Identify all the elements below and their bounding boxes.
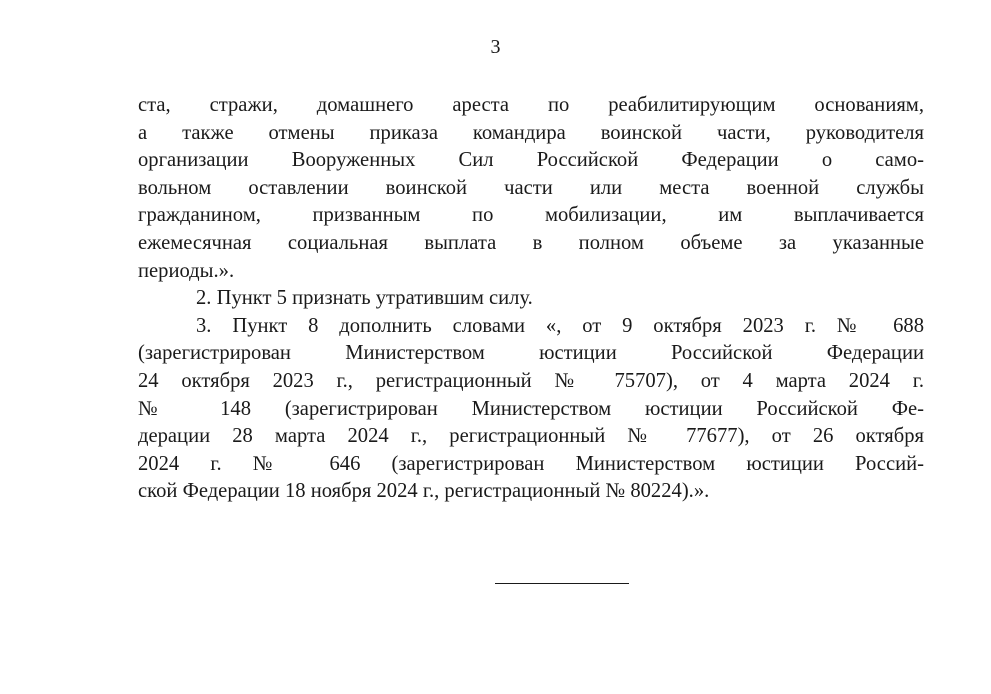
text-line: 3. Пункт 8 дополнить словами «, от 9 октября 2023 г. № 688 — [196, 314, 924, 337]
paragraph-item-3 — [138, 313, 924, 506]
text-line: вольном оставлении воинской части или места военной службы — [138, 176, 924, 199]
text-line: (зарегистрирован Министерством юстиции Российской Федерации — [138, 342, 924, 365]
text-line: организации Вооруженных Сил Российской Федерации о само- — [138, 149, 924, 172]
text-line: 24 октября 2023 г., регистрационный № 75707), от 4 марта 2024 г. — [138, 369, 924, 392]
text-line: а также отмены приказа командира воинской части, руководителя — [138, 121, 924, 144]
paragraph-item-2 — [138, 285, 924, 313]
text-line: 2. Пункт 5 признать утратившим силу. — [196, 287, 533, 310]
text-line: периоды.». — [138, 259, 235, 282]
document-body — [138, 92, 924, 506]
text-line: № 148 (зарегистрирован Министерством юстиции Российской Фе- — [138, 397, 924, 420]
text-line: ежемесячная социальная выплата в полном объеме за указанные — [138, 231, 924, 254]
paragraph-continuation — [138, 92, 924, 285]
text-line: ста, стражи, домашнего ареста по реабилитирующим основаниям, — [138, 94, 924, 116]
text-line: ской Федерации 18 ноября 2024 г., регистрационный № 80224).». — [138, 480, 710, 503]
page-number: 3 — [490, 36, 501, 58]
end-of-document-rule — [495, 583, 629, 584]
text-line: дерации 28 марта 2024 г., регистрационный № 77677), от 26 октября — [138, 425, 924, 448]
text-line: гражданином, призванным по мобилизации, им выплачивается — [138, 204, 924, 227]
text-line: 2024 г. № 646 (зарегистрирован Министерством юстиции Россий- — [138, 452, 924, 475]
